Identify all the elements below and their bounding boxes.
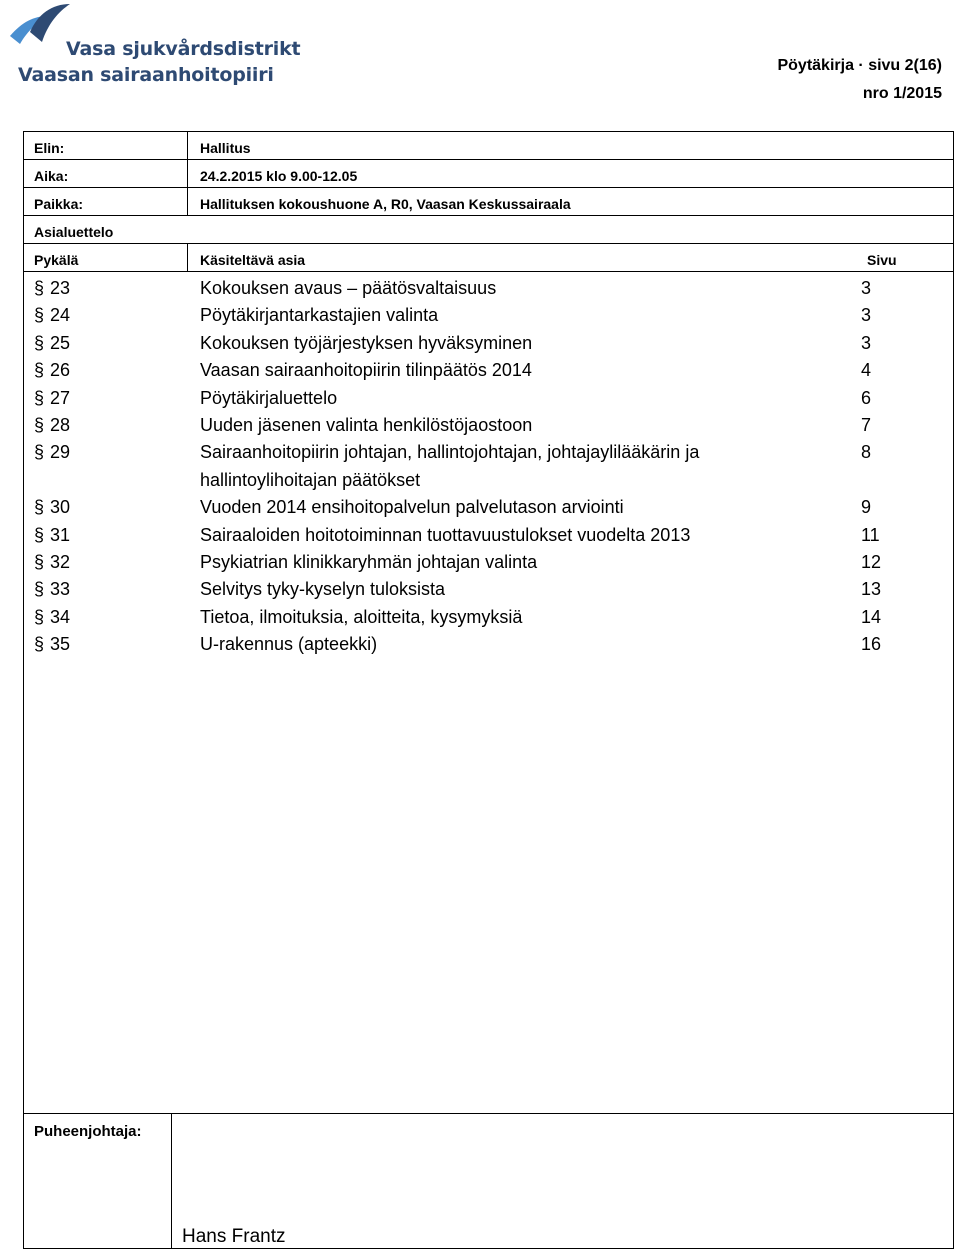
agenda-item-title-line: Sairaanhoitopiirin johtajan, hallintojohtajan, johtajaylilääkärin ja <box>200 442 700 463</box>
chair-label: Puheenjohtaja: <box>34 1123 142 1140</box>
agenda-item-title <box>200 631 850 658</box>
agenda-item <box>24 549 953 576</box>
agenda-item-title <box>200 576 850 603</box>
agenda-item-number: 24 <box>50 305 71 326</box>
agenda-item-page: 11 <box>861 524 880 545</box>
organ-value: Hallitus <box>200 140 251 156</box>
signature-divider <box>24 1113 953 1114</box>
agenda-item-number: 26 <box>50 360 71 381</box>
column-header-section: Pykälä <box>34 252 79 268</box>
agenda-item <box>24 385 953 412</box>
agenda-item-title-line: Pöytäkirjaluettelo <box>200 387 338 408</box>
time-value: 24.2.2015 klo 9.00-12.05 <box>200 168 358 184</box>
agenda-item-number: 35 <box>50 634 71 655</box>
signature-column-divider <box>171 1113 172 1249</box>
agenda-item-title-line: Sairaaloiden hoitotoiminnan tuottavuustulokset vuodelta 2013 <box>200 524 691 545</box>
agenda-item-page: 4 <box>861 360 872 381</box>
column-header-row <box>24 244 953 272</box>
place-label: Paikka: <box>34 196 84 212</box>
agenda-item-title <box>200 549 850 576</box>
agenda-item-title <box>200 604 850 631</box>
meta-divider <box>187 132 188 216</box>
section-symbol: § <box>34 524 45 545</box>
section-symbol: § <box>34 360 45 381</box>
agenda-item-page: 14 <box>861 606 882 627</box>
agenda-item <box>24 631 953 658</box>
agenda-item-page: 16 <box>861 634 882 655</box>
agenda-item-page: 12 <box>861 551 882 572</box>
section-symbol: § <box>34 332 45 353</box>
agenda-item-number: 25 <box>50 332 71 353</box>
agenda-item-title-line: hallintoylihoitajan päätökset <box>200 469 421 490</box>
section-symbol: § <box>34 551 45 572</box>
agenda-item <box>24 412 953 439</box>
agenda-item-page: 8 <box>861 442 872 463</box>
section-symbol: § <box>34 442 45 463</box>
document-title: Pöytäkirja · sivu 2(16) <box>777 57 942 74</box>
agenda-item-title-line: Vuoden 2014 ensihoitopalvelun palvelutason arviointi <box>200 497 624 518</box>
section-symbol: § <box>34 387 45 408</box>
agenda-item-page: 9 <box>861 497 872 518</box>
agenda-item-title-line: Psykiatrian klinikkaryhmän johtajan valinta <box>200 551 538 572</box>
agenda-item-title-line: Tietoa, ilmoituksia, aloitteita, kysymyksiä <box>200 606 523 627</box>
agenda-item-page: 6 <box>861 387 872 408</box>
agenda-item <box>24 330 953 357</box>
agenda-item <box>24 576 953 603</box>
agenda-item-title <box>200 412 850 439</box>
agenda-item-title <box>200 494 850 521</box>
agenda-item-title <box>200 302 850 329</box>
agenda-item-title-line: Selvitys tyky-kyselyn tuloksista <box>200 579 446 600</box>
agenda-item-page: 3 <box>861 278 872 298</box>
agenda-item-title <box>200 385 850 412</box>
agenda-item-number: 30 <box>50 497 71 518</box>
document-number: nro 1/2015 <box>862 85 942 102</box>
agenda-item-number: 33 <box>50 579 71 600</box>
agenda-item-title-line: Kokouksen avaus – päätösvaltaisuus <box>200 278 497 298</box>
agenda-item <box>24 357 953 384</box>
agenda-item <box>24 302 953 329</box>
agenda-item-page: 7 <box>861 414 872 435</box>
section-symbol: § <box>34 278 45 298</box>
agenda-item-title-line: Uuden jäsenen valinta henkilöstöjaostoon <box>200 414 533 435</box>
header-divider-left <box>187 244 188 272</box>
agenda-item <box>24 275 953 302</box>
logo-text-swedish: Vasa sjukvårdsdistrikt <box>66 38 301 60</box>
place-value: Hallituksen kokoushuone A, R0, Vaasan Keskussairaala <box>200 196 571 212</box>
meta-row-time <box>24 160 953 188</box>
agenda-item-title <box>200 275 850 302</box>
section-symbol: § <box>34 497 45 518</box>
agenda-list <box>24 275 953 658</box>
agenda-item-number: 27 <box>50 387 71 408</box>
logo-text-finnish: Vaasan sairaanhoitopiiri <box>18 64 274 86</box>
agenda-item-number: 31 <box>50 524 71 545</box>
agenda-item-number: 23 <box>50 278 71 298</box>
section-symbol: § <box>34 414 45 435</box>
agenda-item-title-line: U-rakennus (apteekki) <box>200 634 378 655</box>
agenda-item <box>24 604 953 631</box>
agenda-item-title <box>200 330 850 357</box>
section-symbol: § <box>34 606 45 627</box>
agenda-item <box>24 439 953 494</box>
section-symbol: § <box>34 305 45 326</box>
agenda-item-page: 3 <box>861 332 872 353</box>
agenda-item-number: 28 <box>50 414 71 435</box>
organization-logo <box>8 2 301 88</box>
agenda-item-title-line: Vaasan sairaanhoitopiirin tilinpäätös 2014 <box>200 360 532 381</box>
agenda-item <box>24 494 953 521</box>
agenda-item-title-line: Kokouksen työjärjestyksen hyväksyminen <box>200 332 533 353</box>
agenda-item-title <box>200 439 850 494</box>
agenda-item-number: 29 <box>50 442 71 463</box>
minutes-frame <box>23 131 954 1249</box>
meta-row-organ <box>24 132 953 160</box>
agenda-item <box>24 522 953 549</box>
organ-label: Elin: <box>34 140 65 156</box>
column-header-topic: Käsiteltävä asia <box>200 252 306 268</box>
agenda-item-title-line: Pöytäkirjantarkastajien valinta <box>200 305 439 326</box>
agenda-item-page: 3 <box>861 305 872 326</box>
chair-name: Hans Frantz <box>182 1226 286 1247</box>
time-label: Aika: <box>34 168 69 184</box>
column-header-page: Sivu <box>867 252 897 268</box>
agenda-title: Asialuettelo <box>34 224 114 240</box>
agenda-item-page: 13 <box>861 579 882 600</box>
agenda-item-number: 32 <box>50 551 71 572</box>
agenda-item-title <box>200 522 850 549</box>
agenda-item-title <box>200 357 850 384</box>
agenda-item-number: 34 <box>50 606 71 627</box>
meta-row-place <box>24 188 953 216</box>
section-symbol: § <box>34 579 45 600</box>
section-symbol: § <box>34 634 45 655</box>
section-title-row <box>24 216 953 244</box>
